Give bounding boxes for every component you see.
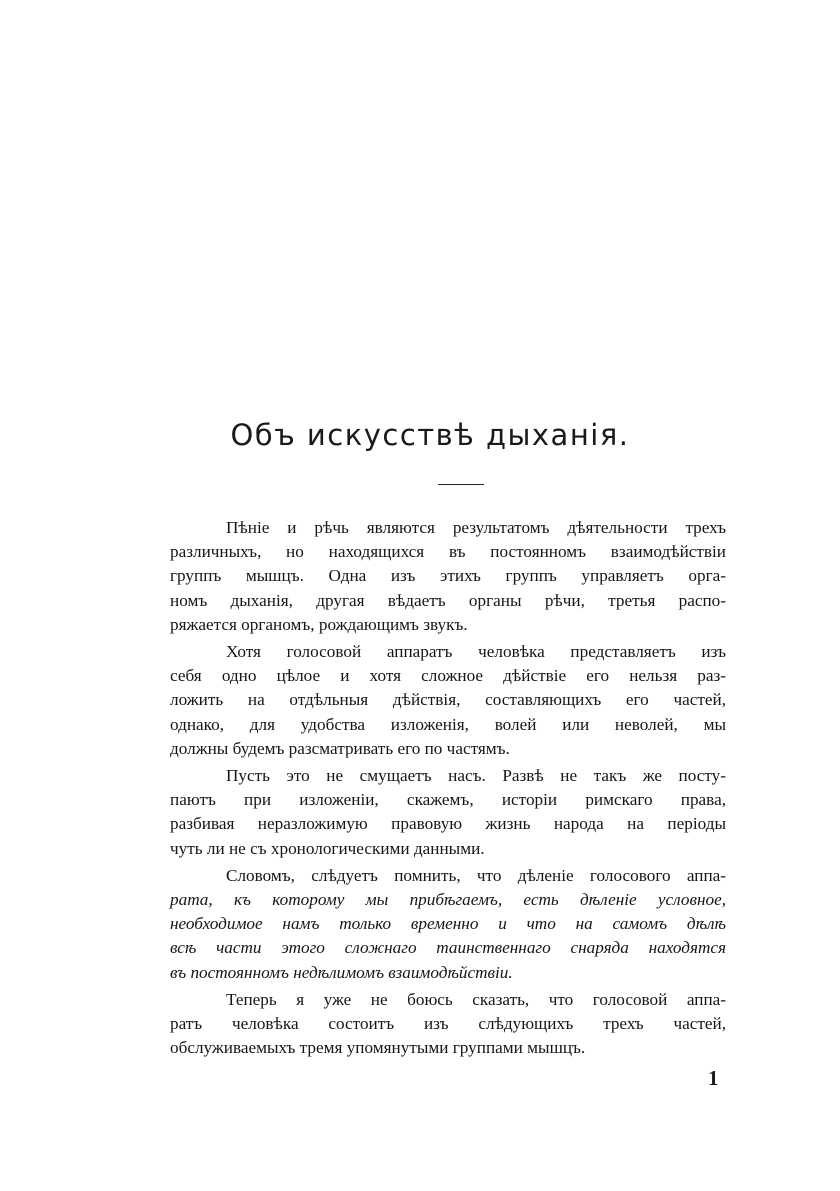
paragraph: [170, 864, 726, 985]
paragraph: [170, 764, 726, 861]
text-line: Пусть это не смущаетъ насъ. Развѣ не такъ же посту-: [226, 766, 726, 786]
text-line: ратъ человѣка состоитъ изъ слѣдующихъ трехъ частей,: [170, 1014, 726, 1034]
paragraph: [170, 988, 726, 1061]
text-line: въ постоянномъ недѣлимомъ взаимодѣйствіи.: [170, 962, 513, 982]
text-line: обслуживаемыхъ тремя упомянутыми группами мышцъ.: [170, 1038, 586, 1058]
page-number: 1: [708, 1066, 719, 1090]
text-line: различныхъ, но находящихся въ постоянномъ взаимодѣйствіи: [170, 542, 726, 562]
text-line: себя одно цѣлое и хотя сложное дѣйствіе его нельзя раз-: [170, 666, 726, 686]
text-line: паютъ при изложеніи, скажемъ, исторіи римскаго права,: [170, 790, 726, 810]
text-line: номъ дыханія, другая вѣдаетъ органы рѣчи, третья распо-: [170, 590, 726, 610]
text-line: всѣ части этого сложнаго таинственнаго снаряда находятся: [170, 938, 726, 958]
text-line: Хотя голосовой аппаратъ человѣка представляетъ изъ: [226, 642, 726, 662]
title-divider: [438, 484, 484, 485]
text-line: Пѣніе и рѣчь являются результатомъ дѣятельности трехъ: [226, 518, 726, 537]
paragraph: [170, 516, 726, 637]
text-line: Словомъ, слѣдуетъ помнить, что дѣленіе голосового аппа-: [226, 865, 726, 885]
text-line: Теперь я уже не боюсь сказать, что голосовой аппа-: [226, 989, 726, 1009]
chapter-title: Объ искусствѣ дыханія.: [230, 418, 630, 452]
body-text: [170, 516, 726, 1060]
paragraph: [170, 640, 726, 761]
text-line: ряжается органомъ, рождающимъ звукъ.: [170, 614, 468, 634]
text-line: чуть ли не съ хронологическими данными.: [170, 838, 485, 858]
text-line: рата, къ которому мы прибѣгаемъ, есть дѣленіе условное,: [170, 890, 726, 910]
text-line: необходимое намъ только временно и что на самомъ дѣлѣ: [170, 914, 726, 934]
text-line: ложить на отдѣльныя дѣйствія, составляющихъ его частей,: [170, 690, 726, 710]
text-line: группъ мышцъ. Одна изъ этихъ группъ управляетъ орга-: [170, 566, 726, 586]
text-line: однако, для удобства изложенія, волей или неволей, мы: [170, 714, 726, 734]
text-line: должны будемъ разсматривать его по частямъ.: [170, 738, 510, 758]
text-line: разбивая неразложимую правовую жизнь народа на періоды: [170, 814, 726, 834]
